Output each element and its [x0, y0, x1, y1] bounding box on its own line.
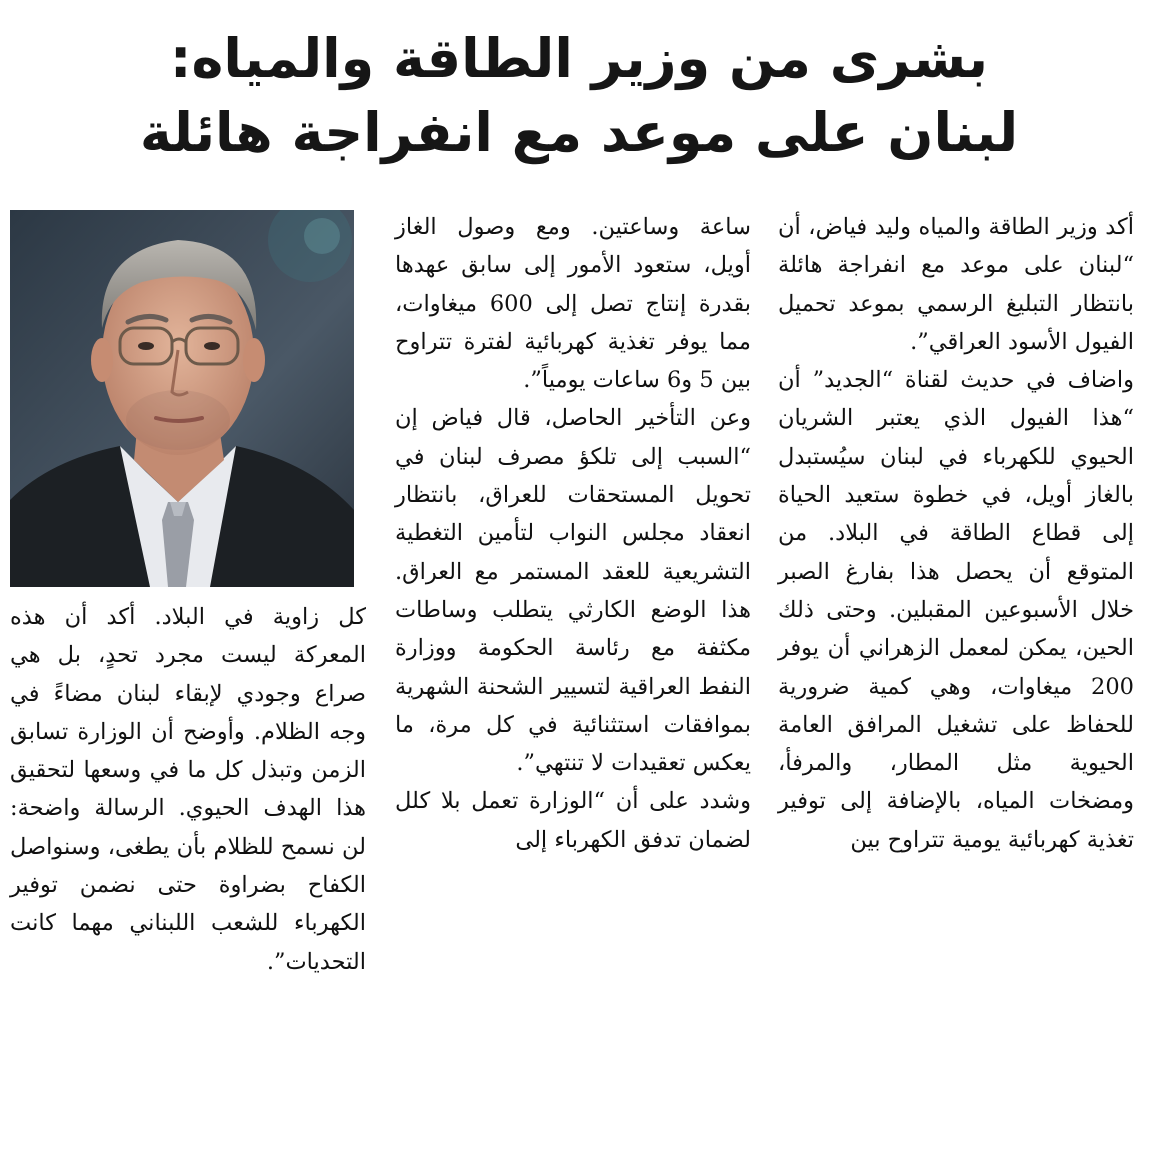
paragraph: وعن التأخير الحاصل، قال فياض إن “السبب إلى تلكؤ مصرف لبنان في تحويل المستحقات للعراق، بانتظار انعقاد مجلس النواب لتأمين التغطية التشريعية للعقد المستمر مع العراق. هذا الوضع الكارثي يتطلب وساطات مكثفة مع رئاسة الحكومة ووزارة النفط العراقية لتسيير الشحنة الشهرية بموافقات استثنائية في كل مرة، ما يعكس تعقيدات لا تنتهي”.: [395, 405, 751, 777]
paragraph: أكد وزير الطاقة والمياه وليد فياض، أن “لبنان على موعد مع انفراجة هائلة بانتظار التبليغ الرسمي بموعد تحميل الفيول الأسود العراقي”.: [778, 214, 1134, 355]
article-column-right: [778, 208, 1134, 859]
article-headline: [20, 22, 1138, 170]
paragraph: واضاف في حديث لقناة “الجديد” أن “هذا الفيول الذي يعتبر الشريان الحيوي للكهرباء في لبنان سيُستبدل بالغاز أويل، في خطوة ستعيد الحياة إلى قطاع الطاقة في البلاد. من المتوقع أن يحصل هذا بفارغ الصبر خلال الأسبوعين المقبلين. وحتى ذلك الحين، يمكن لمعمل الزهراني أن يوفر 200 ميغاوات، وهي كمية ضرورية للحفاظ على تشغيل المرافق العامة الحيوية مثل المطار، والمرفأ، ومضخات المياه، بالإضافة إلى توفير تغذية كهربائية يومية تتراوح بين: [778, 367, 1134, 853]
headline-line-2: لبنان على موعد مع انفراجة هائلة: [139, 101, 1019, 164]
minister-photo: [10, 210, 354, 587]
portrait-illustration: [10, 210, 354, 587]
paragraph: وشدد على أن “الوزارة تعمل بلا كلل لضمان تدفق الكهرباء إلى: [395, 788, 751, 853]
paragraph: ساعة وساعتين. ومع وصول الغاز أويل، ستعود الأمور إلى سابق عهدها بقدرة إنتاج تصل إلى 600 ميغاوات، مما يوفر تغذية كهربائية لفترة تتراوح بين 5 و6 ساعات يومياً”.: [395, 214, 752, 394]
article-column-middle: [395, 208, 751, 859]
article-column-left: [10, 598, 366, 981]
paragraph: كل زاوية في البلاد. أكد أن هذه المعركة ليست مجرد تحدٍ، بل هي صراع وجودي لإبقاء لبنان مضاءً في وجه الظلام. وأوضح أن الوزارة تسابق الزمن وتبذل كل ما في وسعها لتحقيق هذا الهدف الحيوي. الرسالة واضحة: لن نسمح للظلام بأن يطغى، وسنواصل الكفاح بضراوة حتى نضمن توفير الكهرباء للشعب اللبناني مهما كانت التحديات”.: [10, 604, 366, 975]
headline-line-1: بشرى من وزير الطاقة والمياه:: [169, 27, 989, 90]
